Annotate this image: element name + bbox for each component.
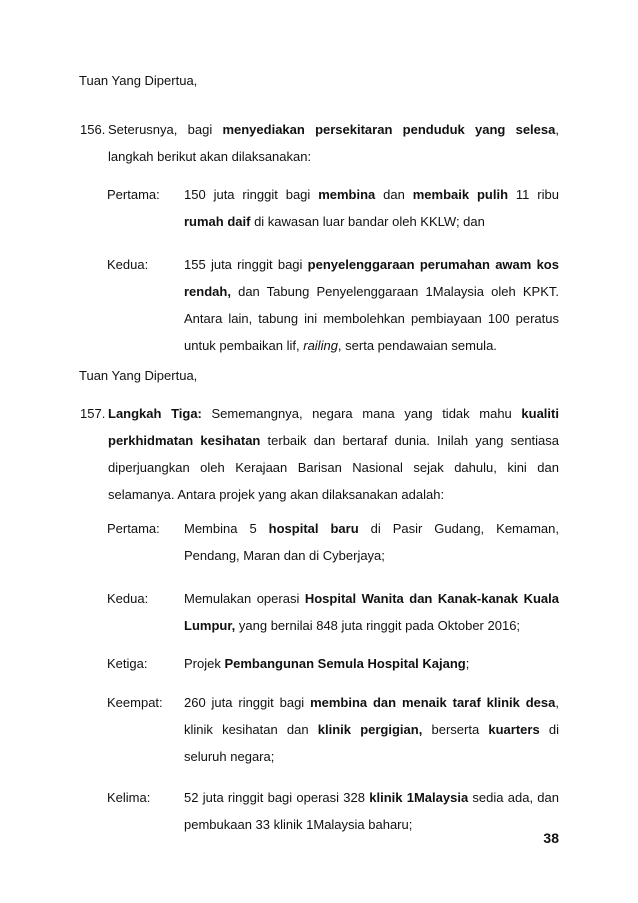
emphasis-bold: Hospital Wanita dan Kanak-kanak Kuala Lumpur, [184,591,559,633]
emphasis-bold: klinik 1Malaysia [369,790,469,805]
item-text [184,784,559,838]
text-run: 260 juta ringgit bagi [184,695,311,710]
page-number: 38 [543,830,559,846]
text-run: 150 juta ringgit bagi [184,187,319,202]
paragraph-157 [80,400,559,508]
list-item-kelima [107,784,559,838]
text-run: dan [375,187,413,202]
emphasis-bold: membaik pulih [412,187,509,202]
list-item-pertama [107,181,559,235]
text-run: berserta [422,722,489,737]
text-run: , serta pendawaian semula. [337,338,497,353]
paragraph-text [108,116,559,170]
list-item-ketiga [107,650,559,677]
text-run: , klinik kesihatan dan [184,695,559,737]
text-run: ; [465,656,470,671]
text-run: yang bernilai 848 juta ringgit pada Oktober 2016; [235,618,521,633]
item-text [184,181,559,235]
text-run: sedia ada, dan pembukaan 33 klinik 1Malaysia baharu; [184,790,559,832]
item-label: Pertama: [107,187,160,202]
emphasis-bold: kualiti perkhidmatan kesihatan [108,406,559,448]
paragraph-text [108,400,559,508]
text-run: terbaik dan bertaraf dunia. Inilah yang sentiasa diperjuangkan oleh Kerajaan Barisan Nasional sejak dahulu, kini dan selamanya. Antara projek yang akan dilaksanakan adalah: [108,433,560,502]
text-run: 155 juta ringgit bagi [184,257,308,272]
emphasis-bold: membina [318,187,376,202]
text-run: di seluruh negara; [184,722,560,764]
item-label: Pertama: [107,521,160,536]
text-run: Sememangnya, negara mana yang tidak mahu [201,406,522,421]
list-item-keempat [107,689,559,770]
item-text [184,515,559,569]
text-run: 11 ribu [508,187,559,202]
text-run: Projek [184,656,225,671]
item-text [184,650,559,677]
salutation: Tuan Yang Dipertua, [79,368,198,383]
list-item-pertama [107,515,559,569]
emphasis-bold: penyelenggaraan perumahan awam kos rendah, [184,257,559,299]
emphasis-bold: Langkah Tiga: [108,406,202,421]
paragraph-156 [80,116,559,170]
item-label: Kelima: [107,790,151,805]
text-run: Memulakan operasi [184,591,305,606]
item-text [184,585,559,639]
emphasis-bold: menyediakan persekitaran penduduk yang selesa [222,122,556,137]
text-run: Seterusnya, bagi [108,122,223,137]
emphasis-bold: membina dan menaik taraf klinik desa [310,695,556,710]
text-run: dan Tabung Penyelenggaraan 1Malaysia oleh KPKT. Antara lain, tabung ini membolehkan pembiayaan 100 peratus untuk pembaikan lif, [184,284,559,353]
text-run: di kawasan luar bandar oleh KKLW; dan [250,214,485,229]
item-text [184,689,559,770]
emphasis-bold: rumah daif [184,214,251,229]
emphasis-bold: kuarters [488,722,540,737]
text-run: di Pasir Gudang, Kemaman, Pendang, Maran dan di Cyberjaya; [184,521,560,563]
paragraph-number: 156. [80,122,106,137]
emphasis-bold: hospital baru [268,521,359,536]
item-text [184,251,559,359]
paragraph-number: 157. [80,406,106,421]
list-item-kedua [107,251,559,359]
item-label: Keempat: [107,695,163,710]
item-label: Kedua: [107,591,149,606]
emphasis-bold: Pembangunan Semula Hospital Kajang [224,656,466,671]
item-label: Ketiga: [107,656,148,671]
salutation: Tuan Yang Dipertua, [79,73,198,88]
text-run: , langkah berikut akan dilaksanakan: [108,122,559,164]
emphasis-italic: railing [303,338,338,353]
list-item-kedua [107,585,559,639]
text-run: 52 juta ringgit bagi operasi 328 [184,790,370,805]
item-label: Kedua: [107,257,149,272]
text-run: Membina 5 [184,521,269,536]
emphasis-bold: klinik pergigian, [317,722,423,737]
